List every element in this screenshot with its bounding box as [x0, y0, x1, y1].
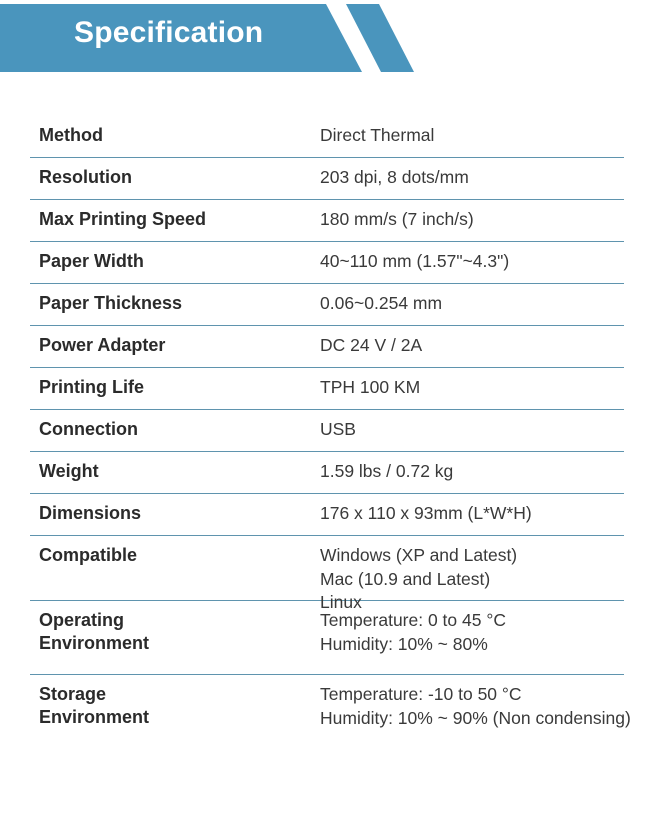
spec-value-line: 180 mm/s (7 inch/s) [320, 209, 474, 229]
spec-value-line: 176 x 110 x 93mm (L*W*H) [320, 503, 532, 523]
spec-label [39, 544, 137, 567]
spec-label [39, 166, 132, 189]
page-title: Specification [74, 16, 264, 49]
spec-label [39, 250, 144, 273]
spec-label-line: Weight [39, 461, 99, 481]
spec-label [39, 124, 103, 147]
spec-value [320, 292, 442, 316]
spec-value [320, 418, 356, 442]
spec-value [320, 208, 474, 232]
spec-table [30, 116, 631, 751]
spec-label-line: Paper Width [39, 251, 144, 271]
spec-value [320, 609, 506, 656]
spec-row [30, 601, 624, 675]
spec-value [320, 460, 453, 484]
spec-row [30, 494, 624, 536]
spec-value [320, 124, 434, 148]
spec-row [30, 536, 624, 612]
spec-row [30, 368, 624, 410]
spec-label [39, 502, 141, 525]
spec-label-line: Connection [39, 419, 138, 439]
spec-row [30, 326, 624, 368]
spec-label-line: Max Printing Speed [39, 209, 207, 229]
spec-label-line: Printing Life [39, 377, 144, 397]
spec-row [30, 200, 624, 242]
spec-value-line: Windows (XP and Latest) [320, 545, 518, 565]
spec-row [30, 242, 624, 284]
spec-value [320, 250, 509, 274]
spec-label-line: Dimensions [39, 503, 142, 523]
spec-label [39, 334, 165, 357]
spec-value-line: 203 dpi, 8 dots/mm [320, 167, 469, 187]
spec-value [320, 376, 420, 400]
header-banner [0, 0, 670, 72]
spec-value [320, 334, 422, 358]
spec-value-line: Mac (10.9 and Latest) [320, 568, 491, 589]
spec-label [39, 418, 138, 441]
spec-value-line: DC 24 V / 2A [320, 335, 423, 355]
spec-value [320, 502, 532, 526]
spec-label [39, 208, 206, 231]
spec-label-line: Method [39, 125, 103, 145]
spec-label-line: Power Adapter [39, 335, 166, 355]
spec-row [30, 452, 624, 494]
spec-row [30, 284, 624, 326]
spec-label-line: Paper Thickness [39, 293, 183, 313]
spec-row [30, 675, 631, 751]
spec-row [30, 158, 624, 200]
spec-label [39, 609, 149, 655]
spec-label-line: Compatible [39, 545, 138, 565]
spec-label [39, 460, 99, 483]
spec-label [39, 376, 144, 399]
spec-label [39, 683, 149, 729]
spec-value [320, 166, 469, 190]
spec-row [30, 410, 624, 452]
spec-value-line: Temperature: 0 to 45 °C [320, 610, 506, 630]
spec-row [30, 116, 624, 158]
spec-value-line: USB [320, 419, 356, 439]
spec-label-line: Environment [39, 707, 150, 727]
spec-label-line: Operating [39, 610, 125, 630]
spec-value-line: 40~110 mm (1.57"~4.3") [320, 251, 510, 271]
spec-label-line: Storage [39, 684, 107, 704]
spec-value-line: Temperature: -10 to 50 °C [320, 684, 522, 704]
spec-value-line: Direct Thermal [320, 125, 435, 145]
spec-label-line: Environment [39, 633, 150, 653]
spec-value-line: 0.06~0.254 mm [320, 293, 443, 313]
spec-value-line: Humidity: 10% ~ 80% [320, 633, 488, 654]
spec-value [320, 683, 631, 730]
spec-label [39, 292, 182, 315]
spec-value-line: Linux [320, 592, 362, 612]
spec-value-line: TPH 100 KM [320, 377, 421, 397]
spec-value-line: Humidity: 10% ~ 90% (Non condensing) [320, 707, 631, 728]
spec-value-line: 1.59 lbs / 0.72 kg [320, 461, 454, 481]
spec-label-line: Resolution [39, 167, 132, 187]
